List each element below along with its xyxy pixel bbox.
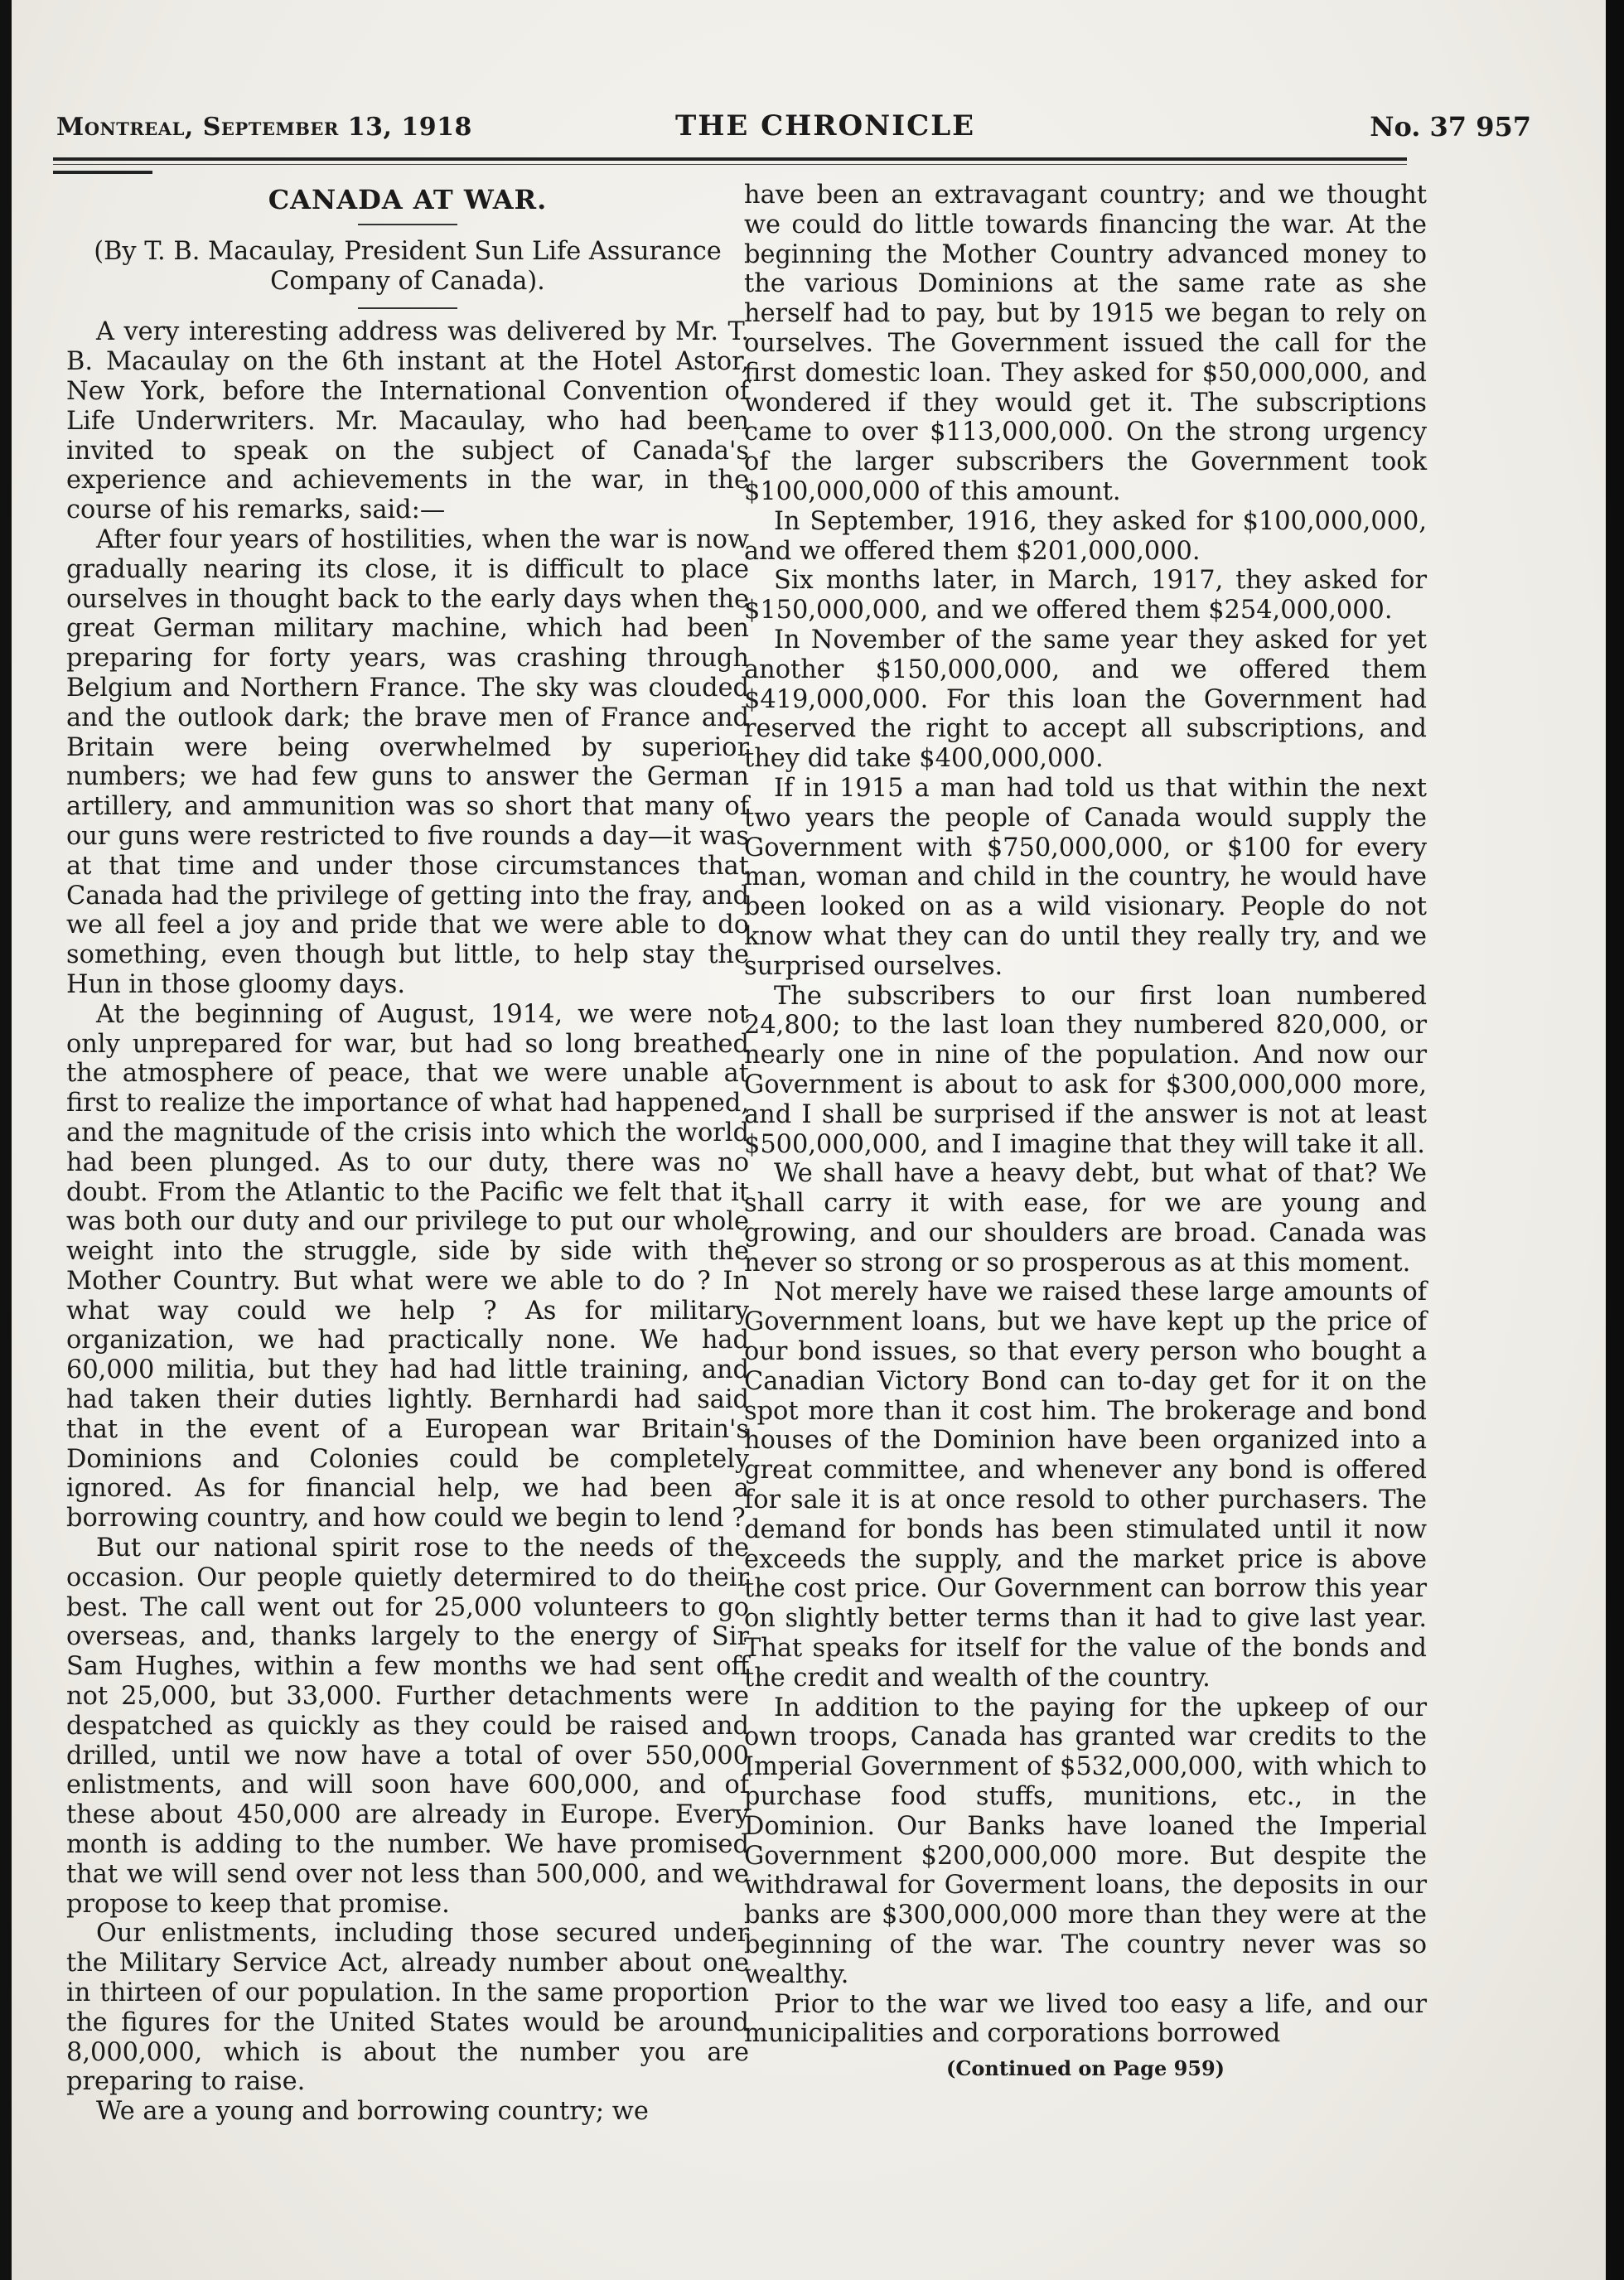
running-head bbox=[45, 106, 1556, 147]
article-title: CANADA AT WAR. bbox=[268, 184, 548, 215]
header-dateline: Montreal, September 13, 1918 bbox=[56, 113, 472, 142]
title-rule bbox=[358, 224, 457, 225]
paragraph: In November of the same year they asked for yet another $150,000,000, and we offered them $419,000,000. For this loan the Government had reserved the right to accept all subscriptions, and they did take $400,000,000. bbox=[744, 625, 1427, 774]
right-column bbox=[744, 181, 1427, 2084]
paragraph: The subscribers to our first loan numbered 24,800; to the last loan they numbered 820,000, or nearly one in nine of the population. And now our Government is about to ask for $300,000,000 more, and I shall be surprised if the answer is not at least $500,000,000, and I imagine that they will take it all. bbox=[744, 981, 1427, 1159]
paragraph: If in 1915 a man had told us that within the next two years the people of Canada would supply the Government with $750,000,000, or $100 for every man, woman and child in the country, he would have been looked on as a wild visionary. People do not know what they can do until they really try, and we surprised ourselves. bbox=[744, 773, 1427, 981]
header-rule bbox=[53, 157, 1407, 165]
paragraph: Prior to the war we lived too easy a life, and our municipalities and corporations borrowed bbox=[744, 1989, 1427, 2049]
paragraph: have been an extravagant country; and we thought we could do little towards financing the war. At the beginning the Mother Country advanced money to the various Dominions at the same rate as she herself had to pay, but by 1915 we began to rely on ourselves. The Government issued the call for the first domestic loan. They asked for $50,000,000, and wondered if they would get it. The subscriptions came to over $113,000,000. On the strong urgency of the larger subscribers the Government took $100,000,000 of this amount. bbox=[744, 181, 1427, 506]
paragraph: In addition to the paying for the upkeep of our own troops, Canada has granted war credits to the Imperial Government of $532,000,000, with which to purchase food stuffs, munitions, etc., in the Dominion. Our Banks have loaned the Imperial Government $200,000,000 more. But despite the withdrawal for Goverment loans, the deposits in our banks are $300,000,000 more than they were at the beginning of the war. The country never was so wealthy. bbox=[744, 1693, 1427, 1989]
paragraph: At the beginning of August, 1914, we were not only unprepared for war, but had so long breathed the atmosphere of peace, that we were unable at first to realize the importance of what had happened, and the magnitude of the crisis into which the world had been plunged. As to our duty, there was no doubt. From the Atlantic to the Pacific we felt that it was both our duty and our privilege to put our whole weight into the struggle, side by side with the Mother Country. But what were we able to do ? In what way could we help ? As for military organization, we had practically none. We had 60,000 militia, but they had had little training, and had taken their duties lightly. Bernhardi had said that in the event of a European war Britain's Dominions and Colonies could be completely ignored. As for financial help, we had been a borrowing country, and how could we begin to lend ? bbox=[66, 999, 749, 1534]
paragraph: Our enlistments, including those secured under the Military Service Act, already number about one in thirteen of our population. In the same proportion the figures for the United States would be around 8,000,000, which is about the number you are preparing to raise. bbox=[66, 1919, 749, 2097]
header-issue-page-number: No. 37 957 bbox=[1370, 111, 1531, 142]
paragraph: Not merely have we raised these large amounts of Government loans, but we have kept up the price of our bond issues, so that every person who bought a Canadian Victory Bond can to-day get for it on the spot more than it cost him. The brokerage and bond houses of the Dominion have been organized into a great committee, and whenever any bond is offered for sale it is at once resold to other purchasers. The demand for bonds has been stimulated until it now exceeds the supply, and the market price is above the cost price. Our Government can borrow this year on slightly better terms than it had to give last year. That speaks for itself for the value of the bonds and the credit and wealth of the country. bbox=[744, 1278, 1427, 1693]
article-byline: (By T. B. Macaulay, President Sun Life Assurance Company of Canada). bbox=[94, 236, 722, 296]
scan-border-left bbox=[0, 0, 12, 2280]
header-publication-title: THE CHRONICLE bbox=[674, 109, 976, 142]
newspaper-page bbox=[12, 0, 1606, 2280]
paragraph: But our national spirit rose to the needs of the occasion. Our people quietly determired to do their best. The call went out for 25,000 volunteers to go overseas, and, thanks largely to the energy of Sir Sam Hughes, within a few months we had sent off not 25,000, but 33,000. Further detachments were despatched as quickly as they could be raised and drilled, until we now have a total of over 550,000 enlistments, and will soon have 600,000, and of these about 450,000 are already in Europe. Every month is adding to the number. We have promised that we will send over not less than 500,000, and we propose to keep that promise. bbox=[66, 1534, 749, 1919]
paragraph: In September, 1916, they asked for $100,000,000, and we offered them $201,000,000. bbox=[744, 506, 1427, 566]
left-column bbox=[66, 181, 749, 2127]
paragraph: Six months later, in March, 1917, they asked for $150,000,000, and we offered them $254,000,000. bbox=[744, 566, 1427, 626]
paragraph: A very interesting address was delivered by Mr. T. B. Macaulay on the 6th instant at the Hotel Astor, New York, before the International Convention of Life Underwriters. Mr. Macaulay, who had been invited to speak on the subject of Canada's experience and achievements in the war, in the course of his remarks, said:— bbox=[66, 317, 749, 525]
scan-border-right bbox=[1606, 0, 1624, 2280]
continued-notice: (Continued on Page 959) bbox=[945, 2056, 1225, 2081]
header-rule-stub bbox=[53, 171, 152, 174]
paragraph: After four years of hostilities, when the war is now gradually nearing its close, it is difficult to place ourselves in thought back to the early days when the great German military machine, which had been preparing for forty years, was crashing through Belgium and Northern France. The sky was clouded and the outlook dark; the brave men of France and Britain were being overwhelmed by superior numbers; we had few guns to answer the German artillery, and ammunition was so short that many of our guns were restricted to five rounds a day—it was at that time and under those circumstances that Canada had the privilege of getting into the fray, and we all feel a joy and pride that we were able to do something, even though but little, to help stay the Hun in those gloomy days. bbox=[66, 524, 749, 999]
paragraph: We shall have a heavy debt, but what of that? We shall carry it with ease, for we are young and growing, and our shoulders are broad. Canada was never so strong or so prosperous as at this moment. bbox=[744, 1159, 1427, 1278]
paragraph: We are a young and borrowing country; we bbox=[96, 2097, 649, 2127]
